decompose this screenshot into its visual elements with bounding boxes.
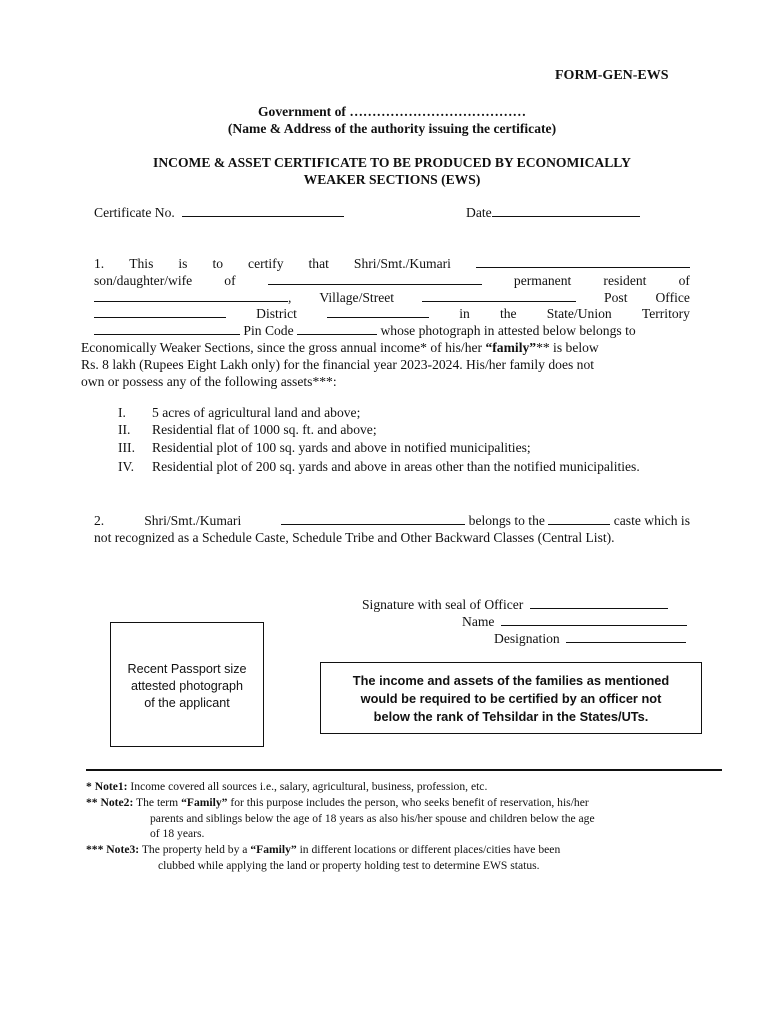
officer-name-field[interactable] [462,613,687,630]
para1-word: Shri/Smt./Kumari [353,256,451,271]
pin-code-blank[interactable] [297,322,377,335]
designation-label: Designation [494,631,560,646]
photograph-box[interactable] [110,622,264,747]
para1-text: Economically Weaker Sections, since the gross annual income* of his/her [81,340,486,355]
para1-word: of [224,273,236,288]
notice-line: The income and assets of the families as mentioned [352,673,670,688]
signature-label: Signature with seal of Officer [362,597,524,612]
para1-text: own or possess any of the following assets***: [81,374,337,389]
para1-text: ** is below [536,340,599,355]
list-text: Residential plot of 100 sq. yards and above in notified municipalities; [152,440,531,455]
note-3 [86,842,690,873]
list-number: II. [118,422,131,437]
para1-word: resident [603,273,647,288]
para1-line-7 [81,356,690,373]
para1-word: in [459,306,470,321]
para2-line-1 [94,512,690,529]
date-field[interactable] [466,204,640,221]
note-label: *** Note3: [86,843,140,856]
para2-number: 2. [94,513,105,528]
list-number: III. [118,440,135,455]
officer-name-label: Name [462,614,495,629]
state-blank[interactable] [94,322,240,335]
designation-blank[interactable] [566,630,686,643]
note-text: Income covered all sources i.e., salary, agricultural, business, profession, etc. [127,780,488,793]
district-label: District [256,306,297,321]
para2-word: caste which is [613,513,690,528]
officer-name-blank[interactable] [501,613,687,626]
para1-word: of [678,273,690,288]
para1-word: Territory [641,306,690,321]
signature-field[interactable] [362,596,668,613]
para1-word: that [308,256,329,271]
date-label: Date [466,205,492,220]
photo-text-line: of the applicant [144,696,230,710]
para2-name-blank[interactable] [281,512,465,525]
list-number: IV. [118,459,134,474]
note-label: ** Note2: [86,796,134,809]
family-term: “family” [485,340,537,355]
certificate-number-label: Certificate No. [94,205,175,220]
para2-text: not recognized as a Schedule Caste, Schedule Tribe and Other Backward Classes (Central List). [94,530,615,545]
para1-word: This [129,256,154,271]
pin-code-label: Pin Code [243,323,294,338]
para1-line-3 [94,289,690,306]
village-street-blank[interactable] [422,289,576,302]
title-line-2: WEAKER SECTIONS (EWS) [303,172,481,187]
para1-word: permanent [513,273,572,288]
para1-line-4 [94,305,690,322]
caste-blank[interactable] [548,512,610,525]
note-text: The property held by a [139,843,251,856]
parent-name-blank[interactable] [268,272,482,285]
family-term: “Family” [181,796,228,809]
photo-text-line: Recent Passport size [127,662,247,676]
address-blank[interactable] [94,289,288,302]
para1-word: is [178,256,188,271]
family-term: “Family” [250,843,297,856]
note-text: clubbed while applying the land or property holding test to determine EWS status. [158,858,540,872]
certificate-title [94,154,690,188]
note-2 [86,795,690,842]
government-line: Government of ………………………………… [257,104,527,119]
para1-word: State/Union [546,306,612,321]
title-line-1: INCOME & ASSET CERTIFICATE TO BE PRODUCED BY ECONOMICALLY [153,155,631,170]
para1-word: to [212,256,224,271]
designation-field[interactable] [494,630,686,647]
para2-word: Shri/Smt./Kumari [144,513,242,528]
para1-word: the [499,306,517,321]
date-blank[interactable] [492,204,640,217]
para2-word: belongs to the [468,513,545,528]
notice-line: would be required to be certified by an officer not [360,691,662,706]
list-text: 5 acres of agricultural land and above; [152,405,361,420]
post-office-blank[interactable] [94,305,226,318]
applicant-name-blank[interactable] [476,255,690,268]
para1-number: 1. [94,256,105,271]
certificate-number-field[interactable] [94,204,344,221]
para1-text: whose photograph in attested below belongs to [380,323,636,338]
relation-label: son/daughter/wife [94,273,193,288]
para1-line-2 [94,272,690,289]
para1-line-8 [81,373,690,390]
note-text: parents and siblings below the age of 18 years as also his/her spouse and children below the age [150,811,595,825]
note-text: The term [133,796,182,809]
district-blank[interactable] [327,305,429,318]
photograph-instructions [111,661,263,712]
list-text: Residential flat of 1000 sq. ft. and above; [152,422,377,437]
para1-text: Rs. 8 lakh (Rupees Eight Lakh only) for the financial year 2023-2024. His/her family does not [81,357,595,372]
para1-line-6 [81,339,690,356]
para1-line-1 [94,255,690,272]
para2-line-2 [94,529,690,546]
notes-divider [86,769,722,771]
notice-text [321,672,701,726]
list-text: Residential plot of 200 sq. yards and above in areas other than the notified municipalities. [152,459,640,474]
form-code: FORM-GEN-EWS [555,68,669,83]
authority-line: (Name & Address of the authority issuing the certificate) [227,121,557,136]
note-text: in different locations or different places/cities have been [296,843,561,856]
list-number: I. [118,405,126,420]
comma: , [288,290,292,305]
village-street-label: Village/Street [319,290,395,305]
officer-notice-box [320,662,702,734]
para1-word: certify [248,256,284,271]
para1-word: Office [655,290,690,305]
para1-line-5 [94,322,690,339]
note-text: for this purpose includes the person, who seeks benefit of reservation, his/her [227,796,589,809]
certificate-number-blank[interactable] [182,204,344,217]
signature-blank[interactable] [530,596,668,609]
note-label: * Note1: [86,780,128,793]
para1-word: Post [604,290,628,305]
notice-line: below the rank of Tehsildar in the States/UTs. [373,709,649,724]
note-1 [86,779,690,795]
note-text: of 18 years. [150,827,205,840]
photo-text-line: attested photograph [130,679,244,693]
